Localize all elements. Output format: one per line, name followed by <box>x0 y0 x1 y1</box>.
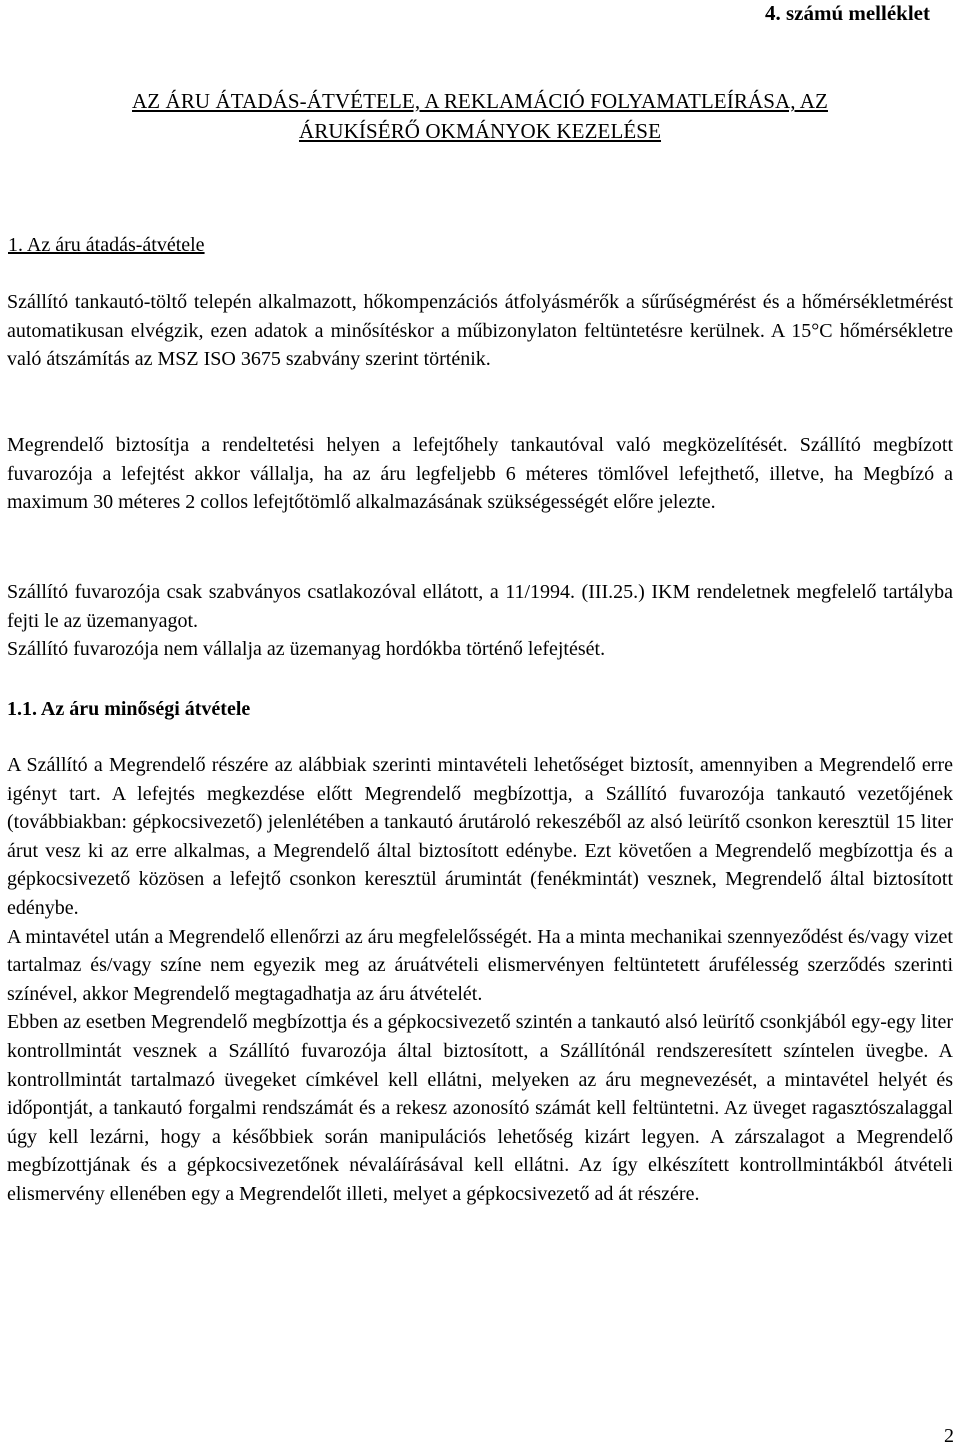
paragraph-connector <box>7 578 953 664</box>
paragraph-measurement: Szállító tankautó-töltő telepén alkalmazott, hőkompenzációs átfolyásmérők a sűrűségmérést és a hőmérsékletmérést automatikusan elvégzik, ezen adatok a minősítéskor a műbizonylaton feltüntetésre kerülnek. A 15°C hőmérsékletre való átszámítás az MSZ ISO 3675 szabvány szerint történik. <box>7 291 953 371</box>
connector-text: Szállító fuvarozója csak szabványos csatlakozóval ellátott, a 11/1994. (III.25.) IKM rendeletnek megfelelő tartályba fejti le az üzemanyagot. <box>7 581 953 632</box>
page-number: 2 <box>944 1425 954 1447</box>
paragraph-control-sample: Ebben az esetben Megrendelő megbízottja és a gépkocsivezető szintén a tankautó alsó leürítő csonkjából egy-egy liter kontrollmintát vesznek a Szállító fuvarozója által biztosított, a Szállítónál rendszeresített színtelen üvegbe. A kontrollmintát tartalmazó üvegeket címkével kell ellátni, melyeken az áru megnevezését, a mintavétel helyét és időpontját, a tankautó forgalmi rendszámát és a rekesz azonosító számát kell feltüntetni. Az üveget ragasztószalaggal úgy kell lezárni, hogy a későbbiek során manipulációs lehetőség kizárt legyen. A zárszalagot a Megrendelő megbízottjának és a gépkocsivezetőnek névaláírásával kell ellátni. Az így elkészített kontrollmintákból átvételi elismervény ellenében egy a Megrendelőt illeti, melyet a gépkocsivezető ad át részére. <box>7 1011 953 1205</box>
annex-label: 4. számú melléklet <box>764 1 930 25</box>
page-title <box>12 86 948 146</box>
no-barrel-text: Szállító fuvarozója nem vállalja az üzemanyag hordókba történő lefejtését. <box>7 638 606 661</box>
section-heading-1-1: 1.1. Az áru minőségi átvétele <box>7 698 251 720</box>
section-heading-1: 1. Az áru átadás-átvétele <box>8 234 205 256</box>
paragraph-sampling: A Szállító a Megrendelő részére az alábbiak szerinti mintavételi lehetőséget biztosít, amennyiben a Megrendelő erre igényt tart. A lefejtés megkezdése előtt Megrendelő megbízottja, a Szállító fuvarozója tankautó vezetőjének (továbbiakban: gépkocsivezető) jelenlétében a tankautó árutároló rekeszéből az alsó leürítő csonkon keresztül 15 liter árut vesz ki az erre alkalmas, a Megrendelő által biztosított edénybe. Ezt követően a Megrendelő megbízottja és a gépkocsivezető közösen a lefejtő csonkon keresztül árumintát (fenékmintát) vesznek, Megrendelő által biztosított edénybe. <box>7 754 953 919</box>
title-line-1: AZ ÁRU ÁTADÁS-ÁTVÉTELE, A REKLAMÁCIÓ FOLYAMATLEÍRÁSA, AZ <box>132 89 828 113</box>
title-line-2: ÁRUKÍSÉRŐ OKMÁNYOK KEZELÉSE <box>298 119 662 143</box>
quality-section-body <box>7 751 953 1209</box>
paragraph-inspection: A mintavétel után a Megrendelő ellenőrzi az áru megfelelősségét. Ha a minta mechanikai szennyeződést és/vagy vizet tartalmaz és/vagy színe nem egyezik meg az áruátvételi elismervényen feltüntetett árufélesség szerződés szerinti színével, akkor Megrendelő megtagadhatja az áru átvételét. <box>7 925 953 1005</box>
paragraph-unloading-access: Megrendelő biztosítja a rendeltetési helyen a lefejtőhely tankautóval való megközelítését. Szállító megbízott fuvarozója a lefejtést akkor vállalja, ha az áru legfeljebb 6 méteres tömlővel lefejthető, illetve, ha Megbízó a maximum 30 méteres 2 collos lefejtőtömlő alkalmazásának szükségességét előre jelezte. <box>7 434 953 514</box>
